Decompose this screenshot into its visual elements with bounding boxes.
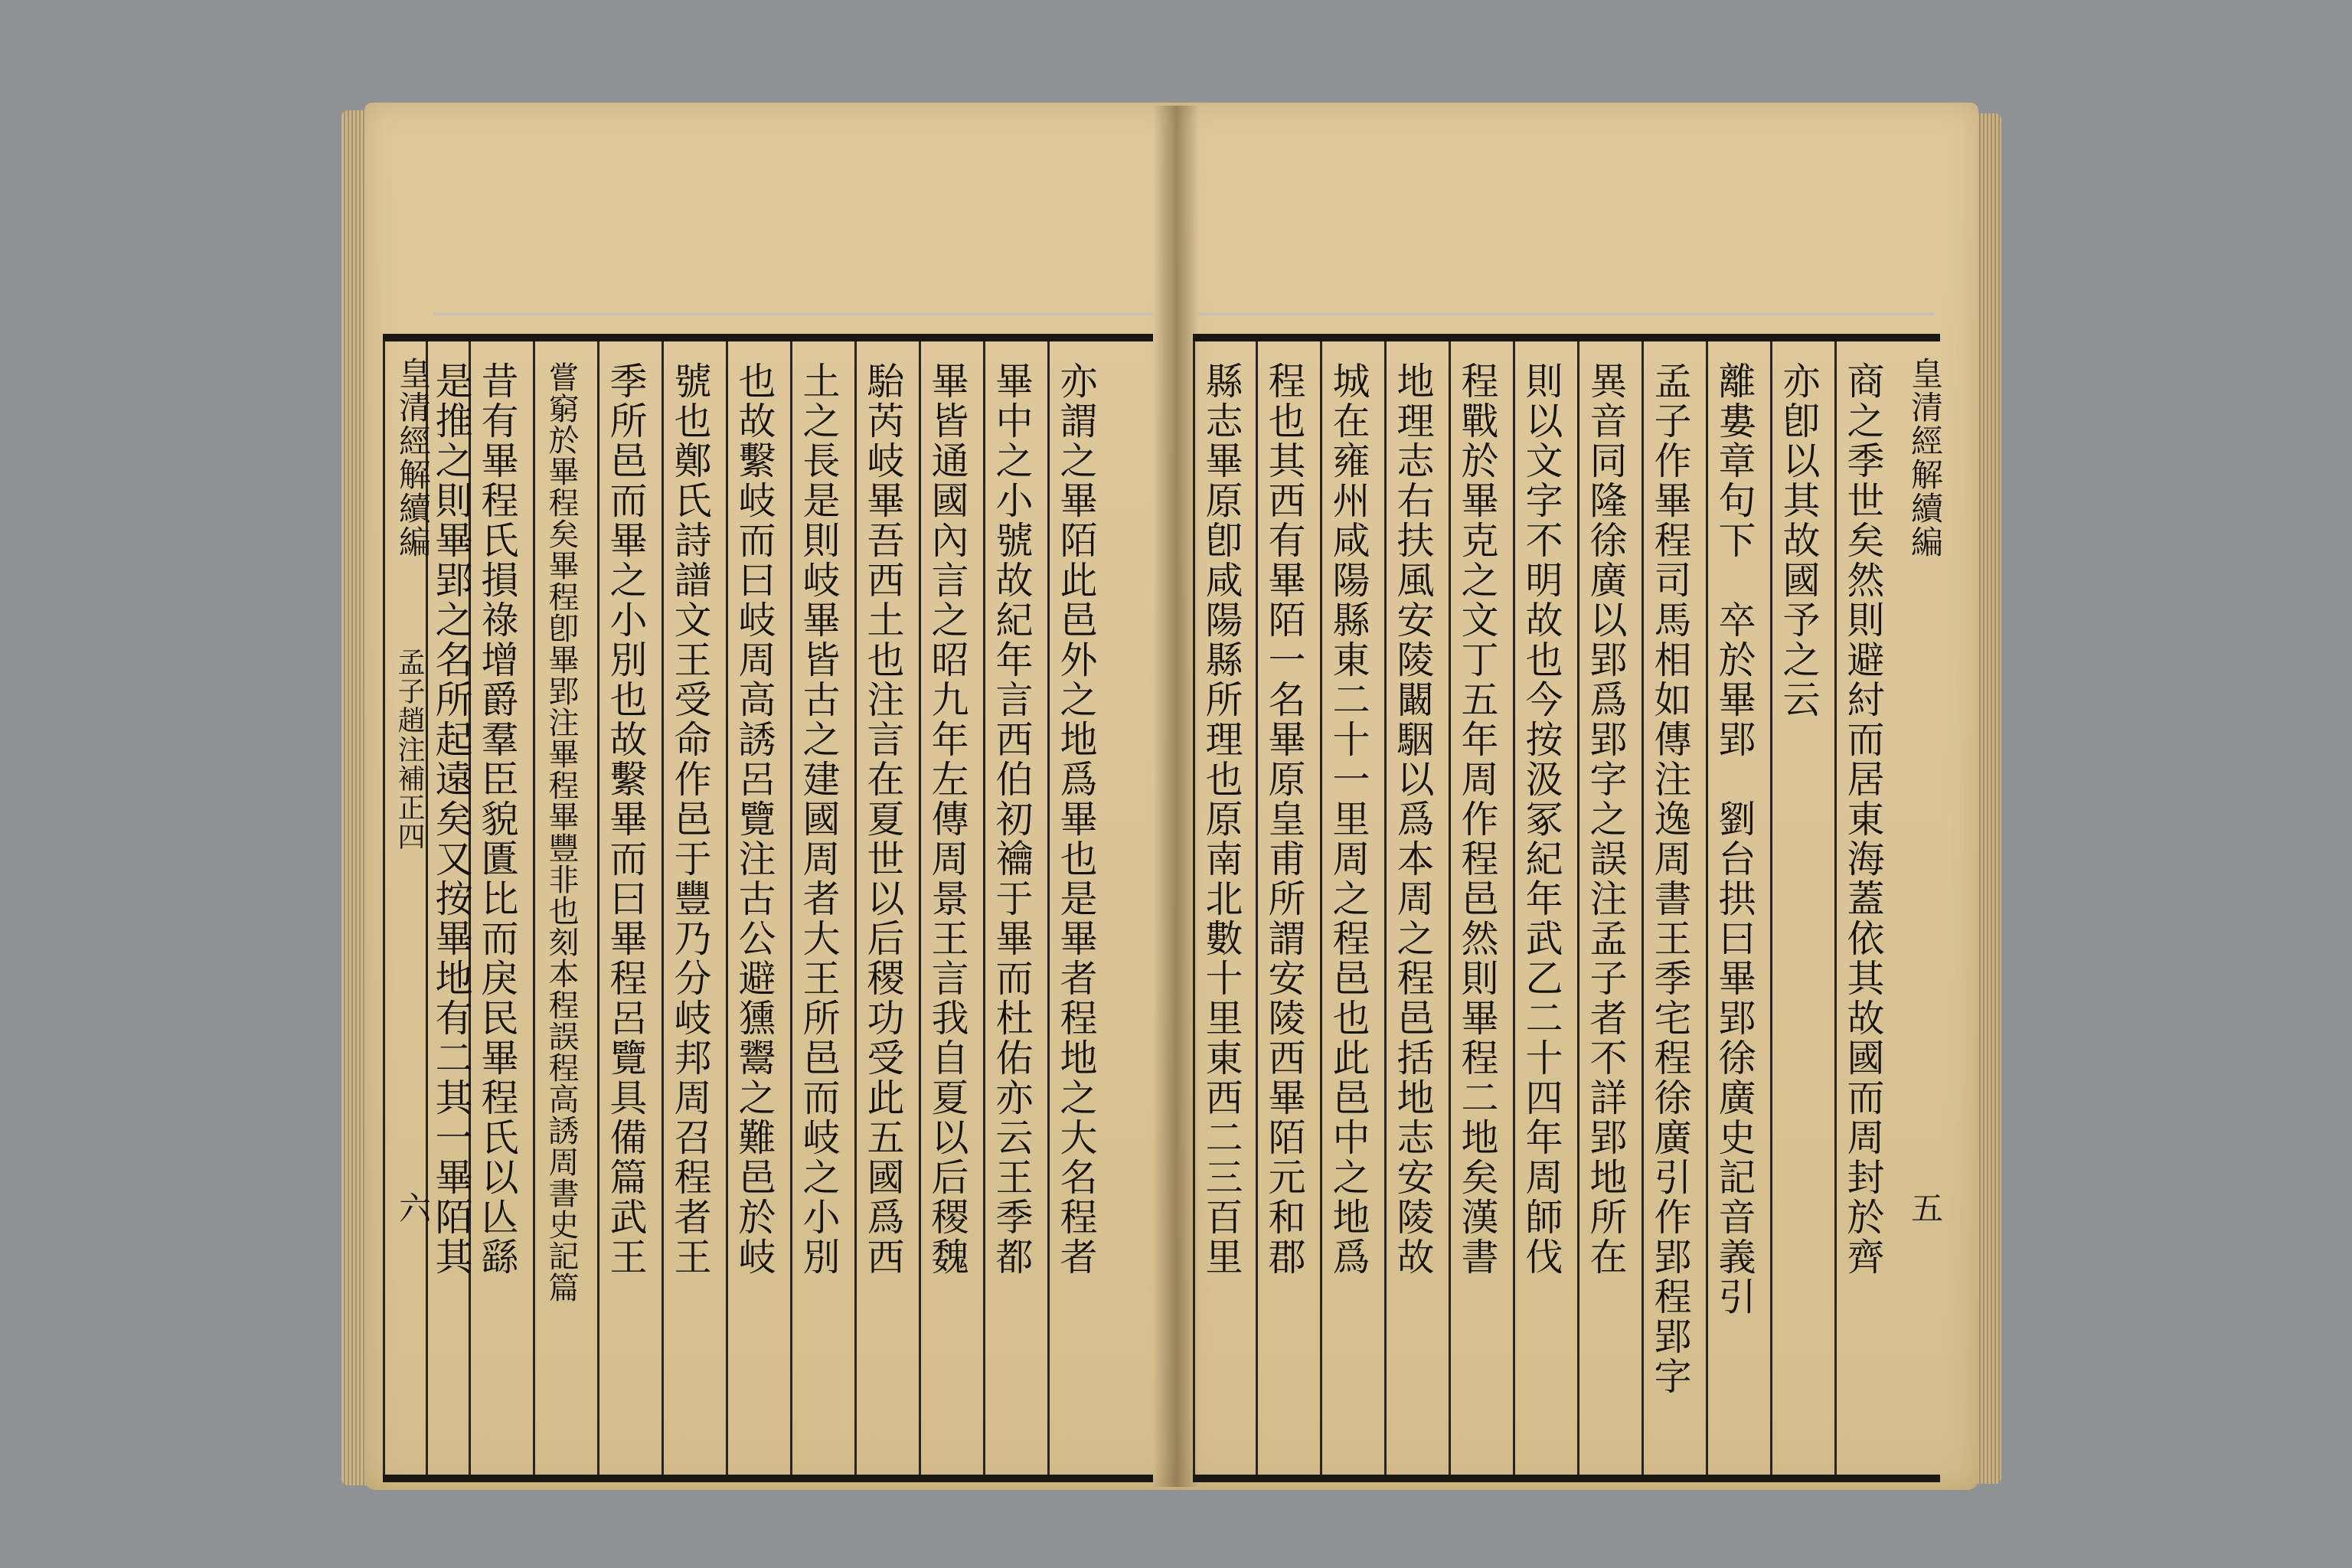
section-title: 孟子趙注補正四 [394, 648, 425, 851]
left-margin-title: 皇清經解續編 [394, 357, 432, 559]
text-column: 亦卽以其故國予之云 [1770, 341, 1834, 1475]
open-book [341, 90, 2001, 1499]
text-column: 異音同隆徐廣以郢爲郢字之誤注孟子者不詳郢地所在 [1577, 341, 1642, 1475]
text-column: 程也其西有畢陌一名畢原皇甫所謂安陵西畢陌元和郡 [1256, 341, 1320, 1475]
text-column: 季所邑而畢之小別也故繫畢而曰畢程呂覽具備篇武王 [597, 341, 662, 1475]
text-column: 駘芮岐畢吾西土也注言在夏世以后稷功受此五國爲西 [854, 341, 919, 1475]
text-column: 是推之則畢郢之名所起遠矣又按畢地有二其一畢陌其 [426, 341, 469, 1475]
text-column: 嘗窮於畢程矣畢程卽畢郢注畢程畢豐非也刻本程誤程高誘周書史記篇 [533, 341, 597, 1475]
text-column: 商之季世矣然則避紂而居東海蓋依其故國而周封於齊 [1834, 341, 1899, 1475]
text-column: 也故繫岐而曰岐周高誘呂覽注古公避獯鬻之難邑於岐 [726, 341, 790, 1475]
right-margin-column [1899, 341, 1944, 1475]
text-column: 昔有畢程氏損祿增爵羣臣貌匱比而戾民畢程氏以亾繇 [469, 341, 533, 1475]
text-column: 畢中之小號故紀年言西伯初禴于畢而杜佑亦云王季都 [983, 341, 1047, 1475]
left-outer-margin-column [383, 341, 432, 1475]
text-column: 地理志右扶風安陵闞駰以爲本周之程邑括地志安陵故 [1384, 341, 1449, 1475]
text-column: 土之長是則岐畢皆古之建國周者大王所邑而岐之小別 [790, 341, 854, 1475]
text-column: 畢皆通國內言之昭九年左傳周景王言我自夏以后稷魏 [919, 341, 983, 1475]
right-page-text-frame [1193, 334, 1944, 1482]
text-column: 孟子作畢程司馬相如傳注逸周書王季宅程徐廣引作郢程郢字 [1642, 341, 1706, 1475]
right-page-number: 五 [1906, 1191, 1944, 1225]
left-page-text-frame [383, 334, 1153, 1482]
text-column: 城在雍州咸陽縣東二十一里周之程邑也此邑中之地爲 [1320, 341, 1384, 1475]
text-column: 離婁章句下 卒於畢郢 劉台拱曰畢郢徐廣史記音義引 [1706, 341, 1770, 1475]
text-column: 號也鄭氏詩譜文王受命作邑于豐乃分岐邦周召程者王 [662, 341, 726, 1475]
left-page-number: 六 [394, 1191, 432, 1225]
bleed-through-line [1199, 312, 1934, 315]
bleed-through-line [433, 312, 1153, 315]
text-column: 程戰於畢克之文丁五年周作程邑然則畢程二地矣漢書 [1449, 341, 1513, 1475]
text-column: 亦謂之畢陌此邑外之地爲畢也是畢者程地之大名程者 [1047, 341, 1112, 1475]
left-margin-column [1112, 341, 1153, 1475]
right-margin-title: 皇清經解續編 [1906, 357, 1944, 559]
text-column: 縣志畢原卽咸陽縣所理也原南北數十里東西二三百里 [1193, 341, 1256, 1475]
book-gutter [1153, 106, 1199, 1487]
text-column: 則以文字不明故也今按汲冢紀年武乙二十四年周師伐 [1513, 341, 1577, 1475]
